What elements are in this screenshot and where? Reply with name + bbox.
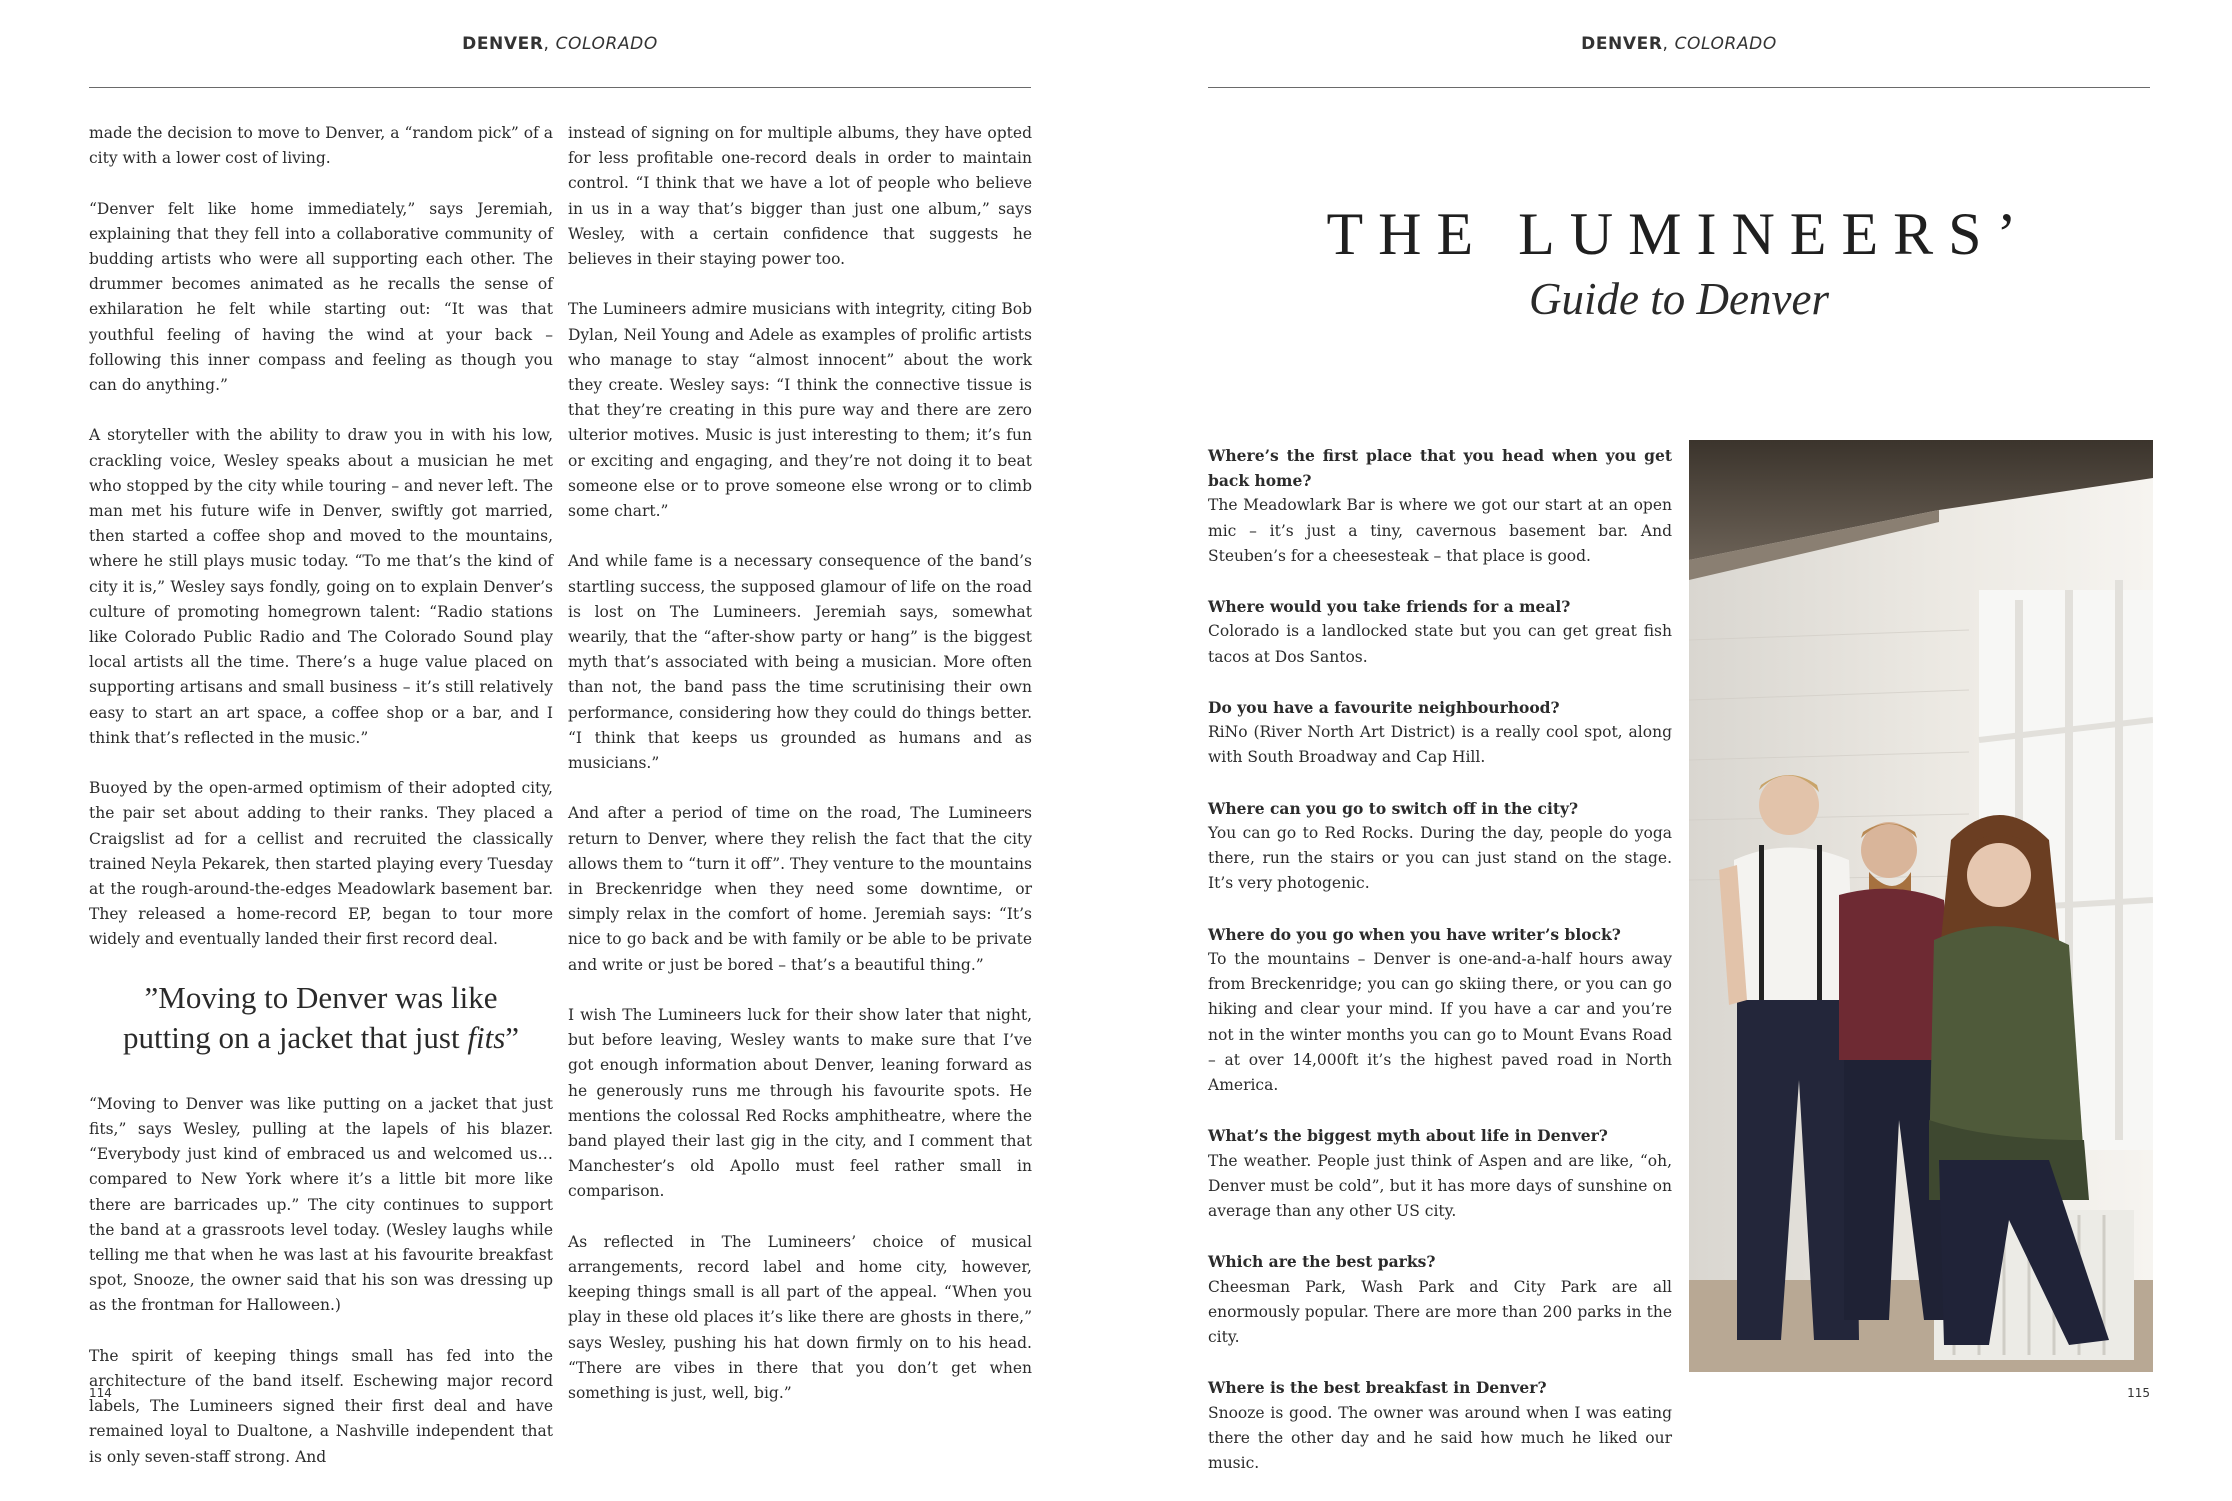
article-column-2 bbox=[568, 121, 1032, 1431]
paragraph: And while fame is a necessary consequence of the band’s startling success, the supposed glamour of life on the road is lost on The Lumineers. Jeremiah says, somewhat wearily, that the “after-show party or hang” is the biggest myth that’s associated with being a musician. More often than not, the band pass the time scrutinising their own performance, considering how they could do things better. “I think that keeps us grounded as humans and as musicians.” bbox=[568, 552, 1032, 773]
running-header: DENVER, COLORADO bbox=[462, 34, 658, 54]
paragraph: Buoyed by the open-armed optimism of their adopted city, the pair set about adding to their ranks. They placed a Craigslist ad for a cellist and recruited the classically trained Neyla Pekarek, then started playing every Tuesday at the rough-around-the-edges Meadowlark basement bar. They released a home-record EP, began to tour more widely and eventually landed their first record deal. bbox=[89, 779, 553, 949]
answer: To the mountains – Denver is one-and-a-half hours away from Breckenridge; you can go skiing there, or you can go hiking and clear your mind. If you have a car and you’re not in the winter months you can go to Mount Evans Road – at over 14,000ft it’s the highest paved road in North America. bbox=[1208, 950, 1672, 1095]
pull-quote bbox=[89, 978, 553, 1058]
question: Where is the best breakfast in Denver? bbox=[1208, 1378, 1547, 1398]
qa-list bbox=[1208, 443, 1672, 1501]
band-photo-illustration bbox=[1689, 440, 2153, 1372]
question: What’s the biggest myth about life in Denver? bbox=[1208, 1126, 1608, 1146]
qa-item bbox=[1208, 695, 1672, 771]
paragraph: As reflected in The Lumineers’ choice of musical arrangements, record label and home city, however, keeping things small is all part of the appeal. “When you play in these old places it’s like there are ghosts in there,” says Wesley, pushing his hat down firmly on to his head. “There are vibes in there that you don’t get when something is just, well, big.” bbox=[568, 1232, 1032, 1403]
paragraph: The spirit of keeping things small has fed into the architecture of the band itself. Eschewing major record labels, The Lumineers signed their first deal and have remained loyal to Dualtone, a Nashville independent that is only seven-staff strong. And bbox=[89, 1346, 553, 1466]
title-block bbox=[1208, 200, 2150, 326]
running-header: DENVER, COLORADO bbox=[1581, 34, 1777, 54]
paragraph: The Lumineers admire musicians with integrity, citing Bob Dylan, Neil Young and Adele as examples of prolific artists who manage to stay “almost innocent” about the work they create. Wesley says: “I think the connective tissue is that they’re creating in this pure way and there are zero ulterior motives. Music is just interesting to them; it’s fun or exciting and engaging, and they’re not doing it to beat someone else or to prove someone else wrong or to climb some chart.” bbox=[568, 300, 1032, 521]
paragraph: And after a period of time on the road, The Lumineers return to Denver, where they relish the fact that the city allows them to “turn it off”. They venture to the mountains in Breckenridge when they need some downtime, or simply relax in the comfort of home. Jeremiah says: “It’s nice to go back and be with family or be able to be private and write or just be bored – that’s a beautiful thing.” bbox=[568, 804, 1032, 974]
question: Where would you take friends for a meal? bbox=[1208, 597, 1571, 617]
header-rule bbox=[1208, 87, 2150, 88]
header-city: DENVER bbox=[1581, 34, 1663, 54]
question: Where do you go when you have writer’s block? bbox=[1208, 924, 1621, 944]
right-page bbox=[1116, 0, 2232, 1473]
qa-item bbox=[1208, 443, 1672, 569]
header-city: DENVER bbox=[462, 34, 544, 54]
pull-quote-close: ” bbox=[505, 1019, 520, 1055]
answer: Colorado is a landlocked state but you can get great fish tacos at Dos Santos. bbox=[1208, 622, 1672, 666]
question: Where’s the first place that you head when you get back home? bbox=[1208, 446, 1672, 491]
paragraph: A storyteller with the ability to draw you in with his low, crackling voice, Wesley speaks about a musician he met who stopped by the city while touring – and never left. The man met his future wife in Denver, swiftly got married, then started a coffee shop and moved to the mountains, where he still plays music today. “To me that’s the kind of city it is,” Wesley says fondly, going on to explain Denver’s culture of promoting homegrown talent: “Radio stations like Colorado Public Radio and The Colorado Sound play local artists all the time. There’s a huge value placed on supporting artisans and small business – it’s still relatively easy to start an art space, a coffee shop or a bar, and I think that’s reflected in the music.” bbox=[89, 426, 553, 747]
header-state: COLORADO bbox=[555, 34, 658, 54]
pull-quote-emphasis: fits bbox=[467, 1019, 506, 1055]
paragraph: made the decision to move to Denver, a “random pick” of a city with a lower cost of living. bbox=[89, 124, 553, 168]
page-number: 115 bbox=[2127, 1386, 2150, 1400]
header-state: COLORADO bbox=[1674, 34, 1777, 54]
qa-item bbox=[1208, 922, 1672, 1098]
qa-item bbox=[1208, 1375, 1672, 1476]
answer: You can go to Red Rocks. During the day, people do yoga there, run the stairs or you can just stand on the stage. It’s very photogenic. bbox=[1208, 824, 1672, 893]
answer: RiNo (River North Art District) is a really cool spot, along with South Broadway and Cap Hill. bbox=[1208, 723, 1672, 767]
question: Where can you go to switch off in the city? bbox=[1208, 798, 1579, 818]
answer: Cheesman Park, Wash Park and City Park are all enormously popular. There are more than 200 parks in the city. bbox=[1208, 1277, 1672, 1347]
paragraph: “Denver felt like home immediately,” says Jeremiah, explaining that they fell into a collaborative community of budding artists who were all supporting each other. The drummer becomes animated as he recalls the sense of exhilaration he felt while starting out: “It was that youthful feeling of having the wind at your back – following this inner compass and feeling as though you can do anything.” bbox=[89, 199, 553, 395]
page-subtitle: Guide to Denver bbox=[1529, 274, 1829, 324]
answer: The Meadowlark Bar is where we got our start at an open mic – it’s just a tiny, cavernous basement bar. And Steuben’s for a cheesesteak – that place is good. bbox=[1208, 496, 1672, 565]
question: Which are the best parks? bbox=[1208, 1252, 1436, 1272]
pull-quote-text: ”Moving to Denver was like putting on a jacket that just bbox=[122, 979, 498, 1055]
qa-item bbox=[1208, 1249, 1672, 1350]
paragraph: I wish The Lumineers luck for their show later that night, but before leaving, Wesley wants to make sure that I’ve got enough information about Denver, leaning forward as he generously runs me through his favourite spots. He mentions the colossal Red Rocks amphitheatre, where the band played their last gig in the city, and I comment that Manchester’s old Apollo must feel rather small in comparison. bbox=[568, 1006, 1032, 1201]
left-page bbox=[0, 0, 1116, 1466]
paragraph: “Moving to Denver was like putting on a jacket that just fits,” says Wesley, pulling at the lapels of his blazer. “Everybody just kind of embraced us and welcomed us… compared to New York where it’s a little bit more like there are barricades up.” The city continues to support the band at a grassroots level today. (Wesley laughs while telling me that when he was last at his favourite breakfast spot, Snooze, the owner said that his son was dressing up as the frontman for Halloween.) bbox=[89, 1094, 553, 1315]
answer: Snooze is good. The owner was around when I was eating there the other day and he said how much he liked our music. bbox=[1208, 1403, 1672, 1473]
qa-item bbox=[1208, 594, 1672, 670]
header-rule bbox=[89, 87, 1031, 88]
article-column-1 bbox=[89, 121, 553, 1495]
page-number: 114 bbox=[89, 1386, 112, 1400]
paragraph: instead of signing on for multiple albums, they have opted for less profitable one-record deals in order to maintain control. “I think that we have a lot of people who believe in us in a way that’s bigger than just one album,” says Wesley, with a certain confidence that suggests he believes in their staying power too. bbox=[568, 124, 1032, 269]
band-photo bbox=[1689, 440, 2153, 1372]
answer: The weather. People just think of Aspen and are like, “oh, Denver must be cold”, but it has more days of sunshine on average than any other US city. bbox=[1208, 1151, 1672, 1221]
page-title: THE LUMINEERS’ bbox=[1326, 201, 2032, 267]
qa-item bbox=[1208, 1123, 1672, 1224]
qa-item bbox=[1208, 796, 1672, 897]
question: Do you have a favourite neighbourhood? bbox=[1208, 698, 1560, 717]
